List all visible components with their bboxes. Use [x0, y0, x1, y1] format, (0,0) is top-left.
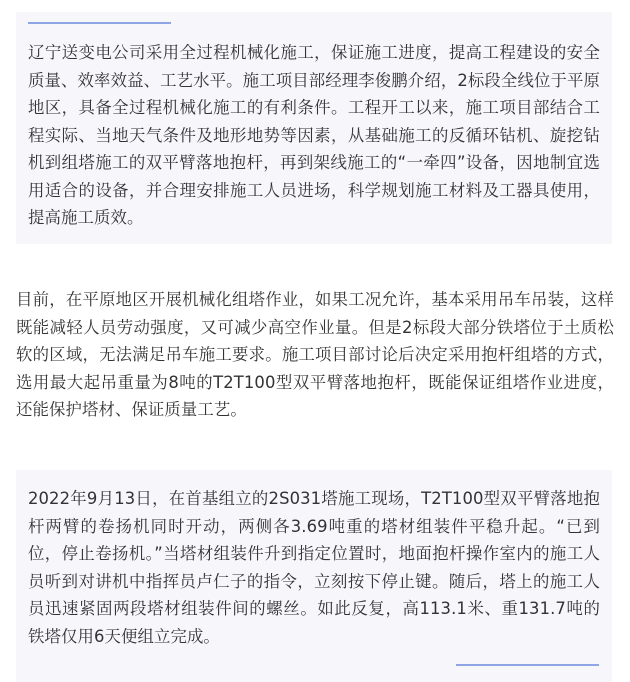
decorative-accent-line-top — [28, 22, 171, 24]
paragraph-construction-site-record: 2022年9月13日，在首基组立的2S031塔施工现场，T2T100型双平臂落地抱杆两臂的卷扬机同时开动，两侧各3.69吨重的塔材组装件平稳升起。“已到位，停止卷扬机。”当塔材组装件升到指定位置时，地面抱杆操作室内的施工人员听到对讲机中指挥员卢仁子的指令，立刻按下停止键。随后，塔上的施工人员迅速紧固两段塔材组装件间的螺丝。如此反复，高113.1米、重131.7吨的铁塔仅用6天便组立完成。 — [28, 489, 600, 646]
paragraph-tower-assembly-method: 目前，在平原地区开展机械化组塔作业，如果工况允许，基本采用吊车吊装，这样既能减轻人员劳动强度，又可减少高空作业量。但是2标段大部分铁塔位于土质松软的区域，无法满足吊车施工要求。施工项目部讨论后决定采用抱杆组塔的方式，选用最大起吊重量为8吨的T2T100型双平臂落地抱杆，既能保证组塔作业进度，还能保护塔材、保证质量工艺。 — [16, 290, 614, 419]
decorative-accent-line-bottom — [456, 664, 599, 666]
paragraph-mechanized-construction: 辽宁送变电公司采用全过程机械化施工，保证施工进度，提高工程建设的安全质量、效率效益、工艺水平。施工项目部经理李俊鹏介绍，2标段全线位于平原地区，具备全过程机械化施工的有利条件。工程开工以来，施工项目部结合工程实际、当地天气条件及地形地势等因素，从基础施工的反循环钻机、旋挖钻机到组塔施工的双平臂落地抱杆，再到架线施工的“一牵四”设备，因地制宜选用适合的设备，并合理安排施工人员进场，科学规划施工材料及工器具使用，提高施工质效。 — [28, 43, 600, 227]
